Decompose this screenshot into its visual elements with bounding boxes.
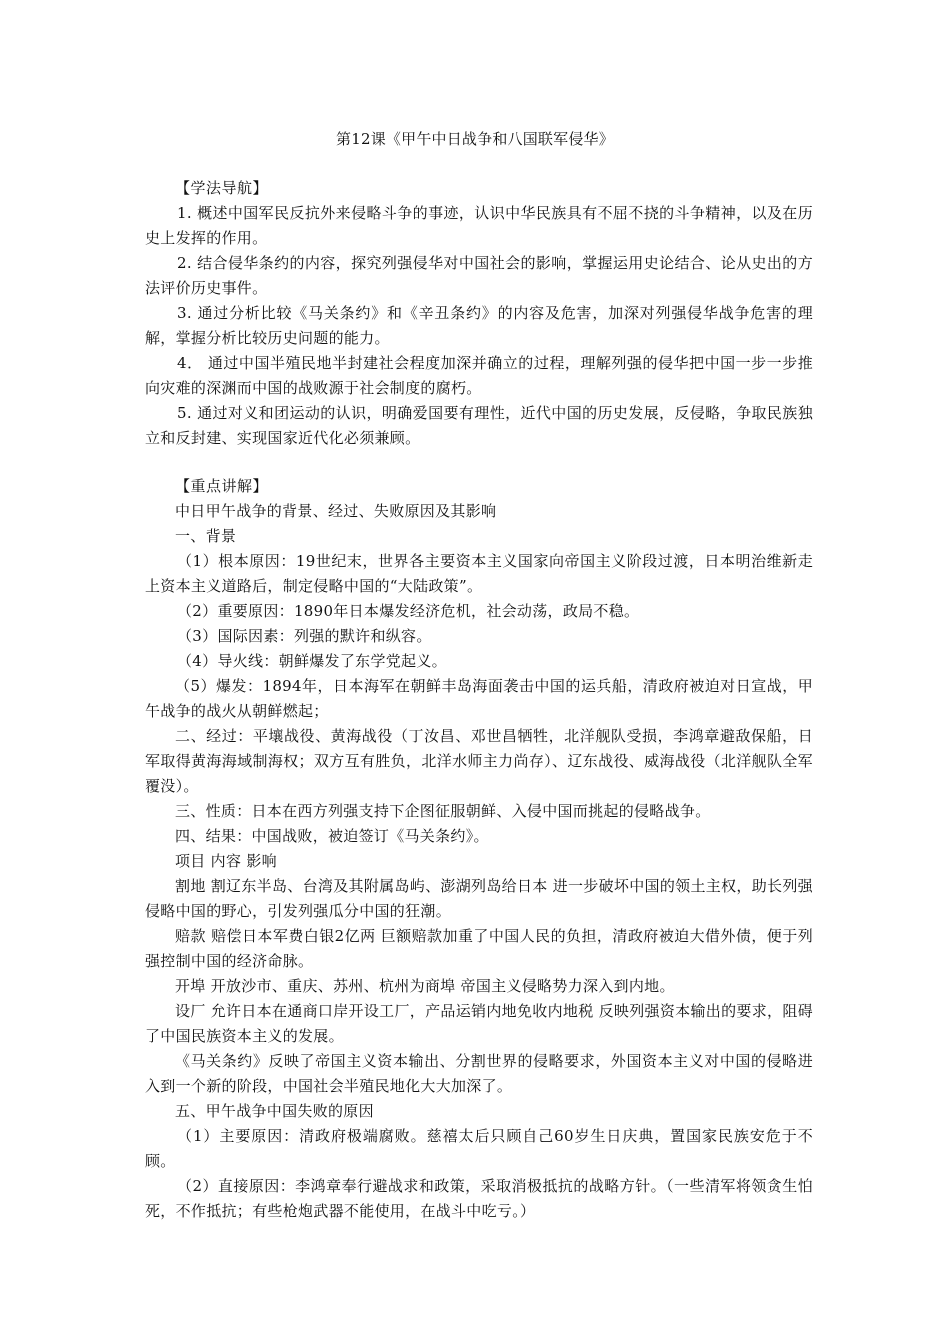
paragraph-root-cause: （1）根本原因：19世纪末，世界各主要资本主义国家向帝国主义阶段过渡，日本明治维新走上资本主义道路后，制定侵略中国的“大陆政策”。 (145, 552, 813, 595)
guide-item-3: 3. 通过分析比较《马关条约》和《辛丑条约》的内容及危害，加深对列强侵华战争危害的理解，掌握分析比较历史问题的能力。 (145, 304, 813, 347)
paragraph-important-cause: （2）重要原因：1890年日本爆发经济危机，社会动荡，政局不稳。 (177, 602, 640, 620)
guide-item-5: 5. 通过对义和团运动的认识，明确爱国要有理性，近代中国的历史发展，反侵略，争取民族独立和反封建、实现国家近代化必须兼顾。 (145, 404, 813, 447)
paragraph-international-factor: （3）国际因素：列强的默许和纵容。 (177, 627, 432, 645)
paragraph-course: 二、经过：平壤战役、黄海战役（丁汝昌、邓世昌牺牲，北洋舰队受损，李鸿章避敌保船，日军取得黄海海域制海权；双方互有胜负，北洋水师主力尚存）、辽东战役、威海战役（北洋舰队全军覆没）。 (145, 727, 813, 795)
paragraph-result: 四、结果：中国战败，被迫签订《马关条约》。 (175, 827, 489, 845)
paragraph-treaty-summary: 《马关条约》反映了帝国主义资本输出、分割世界的侵略要求，外国资本主义对中国的侵略进入到一个新的阶段，中国社会半殖民地化大大加深了。 (145, 1052, 813, 1095)
study-guide-section (145, 176, 813, 451)
section-failure-heading: 五、甲午战争中国失败的原因 (175, 1102, 374, 1120)
key-points-section (145, 474, 813, 1224)
guide-item-1: 1. 概述中国军民反抗外来侵略斗争的事迹，认识中华民族具有不屈不挠的斗争精神，以及在历史上发挥的作用。 (145, 204, 813, 247)
treaty-row-ports: 开埠 开放沙市、重庆、苏州、杭州为商埠 帝国主义侵略势力深入到内地。 (175, 977, 675, 995)
paragraph-direct-reason: （2）直接原因：李鸿章奉行避战求和政策，采取消极抵抗的战略方针。（一些清军将领贪生怕死，不作抵抗；有些枪炮武器不能使用，在战斗中吃亏。） (145, 1177, 813, 1220)
paragraph-nature: 三、性质：日本在西方列强支持下企图征服朝鲜、入侵中国而挑起的侵略战争。 (175, 802, 711, 820)
paragraph-main-reason: （1）主要原因：清政府极端腐败。慈禧太后只顾自己60岁生日庆典，置国家民族安危于不顾。 (145, 1127, 813, 1170)
treaty-row-indemnity: 赔款 赔偿日本军费白银2亿两 巨额赔款加重了中国人民的负担，清政府被迫大借外债，便于列强控制中国的经济命脉。 (145, 927, 813, 970)
treaty-table-header: 项目 内容 影响 (175, 852, 277, 870)
treaty-row-factories: 设厂 允许日本在通商口岸开设工厂，产品运销内地免收内地税 反映列强资本输出的要求，阻碍了中国民族资本主义的发展。 (145, 1002, 813, 1045)
study-guide-heading: 【学法导航】 (175, 179, 269, 197)
guide-item-4: 4． 通过中国半殖民地半封建社会程度加深并确立的过程，理解列强的侵华把中国一步一步推向灾难的深渊而中国的战败源于社会制度的腐朽。 (145, 354, 813, 397)
topic-line: 中日甲午战争的背景、经过、失败原因及其影响 (175, 502, 497, 520)
key-points-heading: 【重点讲解】 (175, 477, 269, 495)
section-background-heading: 一、背景 (175, 527, 237, 545)
page-title: 第12课《甲午中日战争和八国联军侵华》 (336, 130, 614, 148)
treaty-row-cession: 割地 割辽东半岛、台湾及其附属岛屿、澎湖列岛给日本 进一步破坏中国的领土主权，助长列强侵略中国的野心，引发列强瓜分中国的狂潮。 (145, 877, 813, 920)
paragraph-outbreak: （5）爆发：1894年，日本海军在朝鲜丰岛海面袭击中国的运兵船，清政府被迫对日宣战，甲午战争的战火从朝鲜燃起； (145, 677, 813, 720)
paragraph-trigger: （4）导火线：朝鲜爆发了东学党起义。 (177, 652, 447, 670)
guide-item-2: 2. 结合侵华条约的内容，探究列强侵华对中国社会的影响，掌握运用史论结合、论从史出的方法评价历史事件。 (145, 254, 813, 297)
